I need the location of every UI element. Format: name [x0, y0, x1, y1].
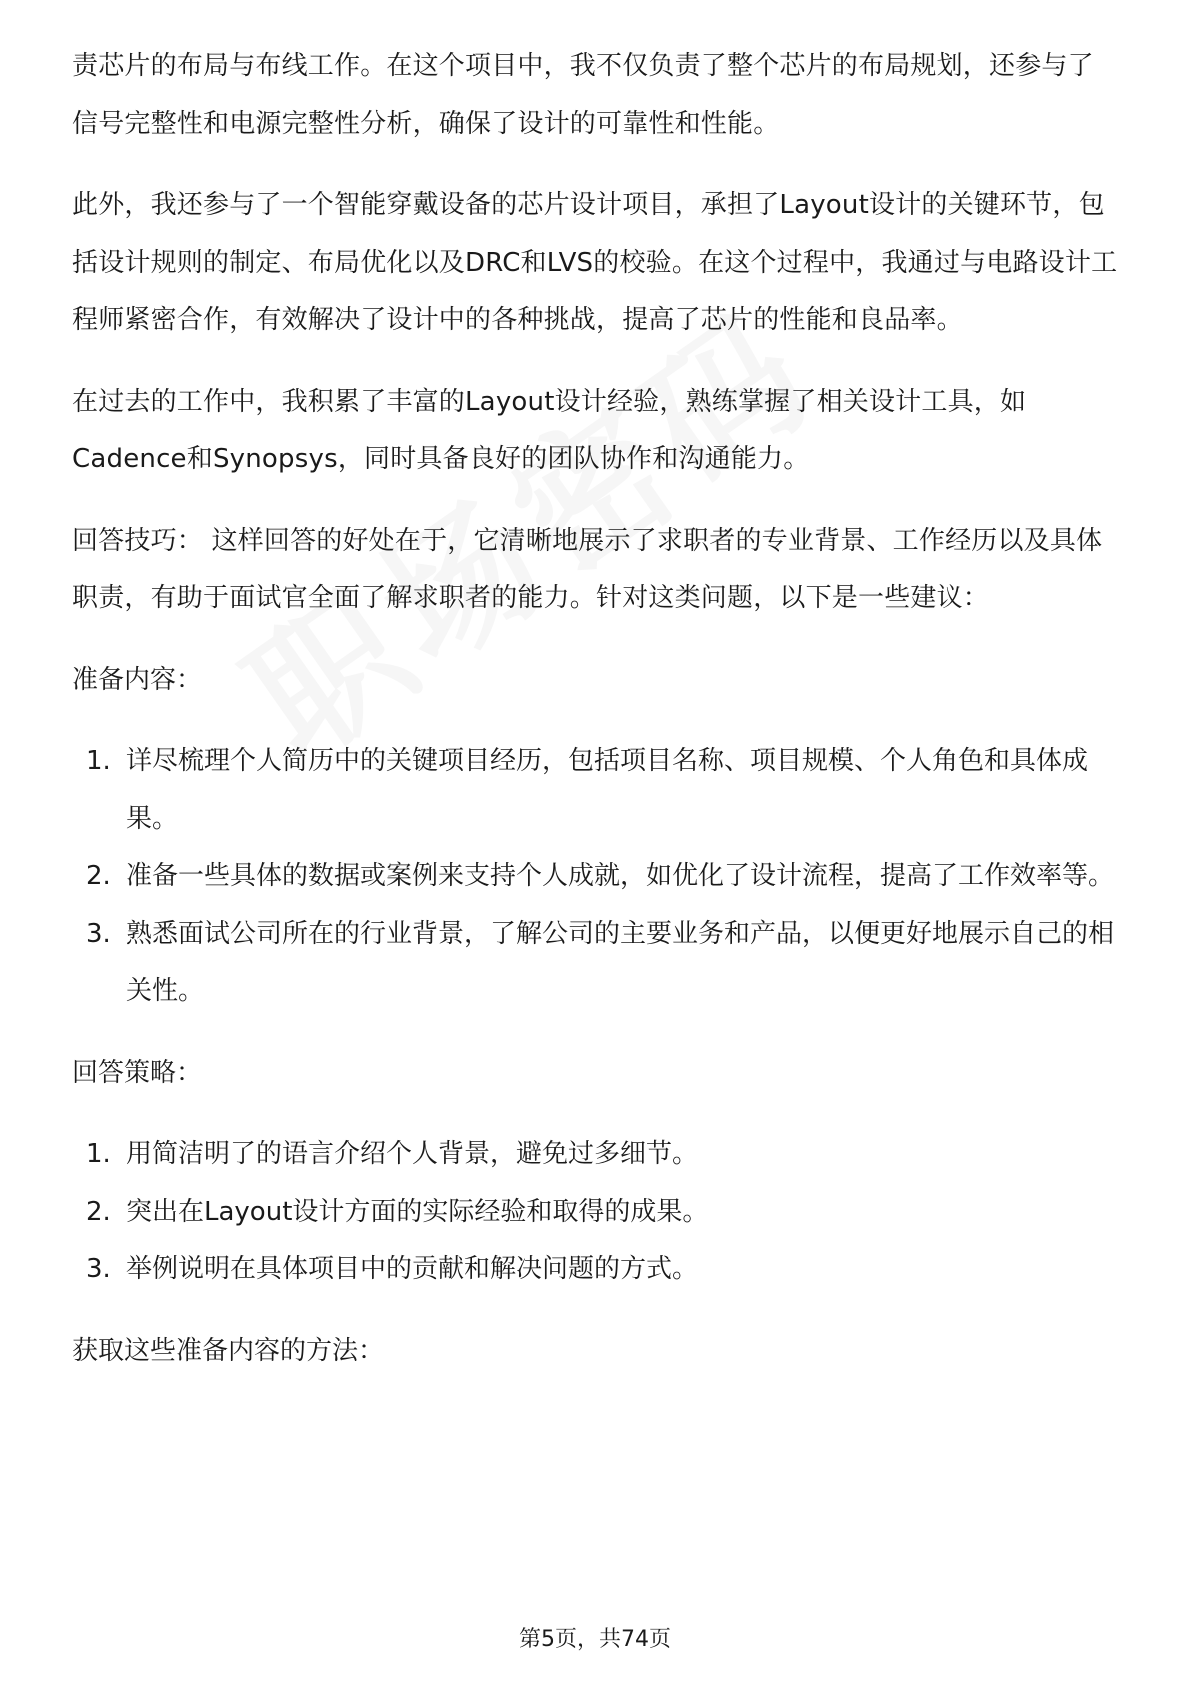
- list-text: 熟悉面试公司所在的行业背景，了解公司的主要业务和产品，以便更好地展示自己的相关性。: [126, 918, 1115, 1006]
- list-number: 2.: [86, 1196, 111, 1227]
- list-number: 1.: [86, 746, 111, 776]
- list-text: 用简洁明了的语言介绍个人背景，避免过多细节。: [126, 1139, 699, 1169]
- paragraph-project-layout: 责芯片的布局与布线工作。在这个项目中，我不仅负责了整个芯片的布局规划，还参与了信号完整性和电源完整性分析，确保了设计的可靠性和性能。: [72, 51, 1094, 139]
- list-number: 2.: [86, 861, 111, 891]
- list-item: [72, 733, 1118, 848]
- list-item: [72, 1126, 1118, 1184]
- heading-method: 获取这些准备内容的方法：: [72, 1335, 385, 1366]
- page-footer: [0, 1622, 1190, 1653]
- page-number: 第5页，共74页: [519, 1627, 671, 1652]
- strategy-list: [72, 1126, 1118, 1299]
- list-item: [72, 1184, 1118, 1242]
- list-number: 3.: [86, 918, 111, 949]
- list-item: [72, 848, 1118, 906]
- prepare-list: [72, 733, 1118, 1021]
- paragraph-experience-summary: 在过去的工作中，我积累了丰富的Layout设计经验，熟练掌握了相关设计工具，如Cadence和Synopsys，同时具备良好的团队协作和沟通能力。: [72, 386, 1027, 474]
- list-text: 举例说明在具体项目中的贡献和解决问题的方式。: [126, 1254, 699, 1284]
- list-item: [72, 906, 1118, 1021]
- heading-prepare: 准备内容：: [72, 664, 203, 695]
- heading-strategy: 回答策略：: [72, 1057, 203, 1088]
- list-text: 准备一些具体的数据或案例来支持个人成就，如优化了设计流程，提高了工作效率等。: [126, 861, 1115, 891]
- list-text: 突出在Layout设计方面的实际经验和取得的成果。: [126, 1196, 709, 1227]
- list-text: 详尽梳理个人简历中的关键项目经历，包括项目名称、项目规模、个人角色和具体成果。: [126, 746, 1089, 834]
- document-body: [72, 38, 1118, 1404]
- list-number: 1.: [86, 1139, 111, 1169]
- paragraph-wearable-project: 此外，我还参与了一个智能穿戴设备的芯片设计项目，承担了Layout设计的关键环节，包括设计规则的制定、布局优化以及DRC和LVS的校验。在这个过程中，我通过与电路设计工程师紧密合作，有效解决了设计中的各种挑战，提高了芯片的性能和良品率。: [72, 190, 1118, 335]
- list-item: [72, 1241, 1118, 1299]
- list-number: 3.: [86, 1254, 111, 1284]
- paragraph-answer-tips: 回答技巧： 这样回答的好处在于，它清晰地展示了求职者的专业背景、工作经历以及具体职责，有助于面试官全面了解求职者的能力。针对这类问题，以下是一些建议：: [72, 525, 1103, 613]
